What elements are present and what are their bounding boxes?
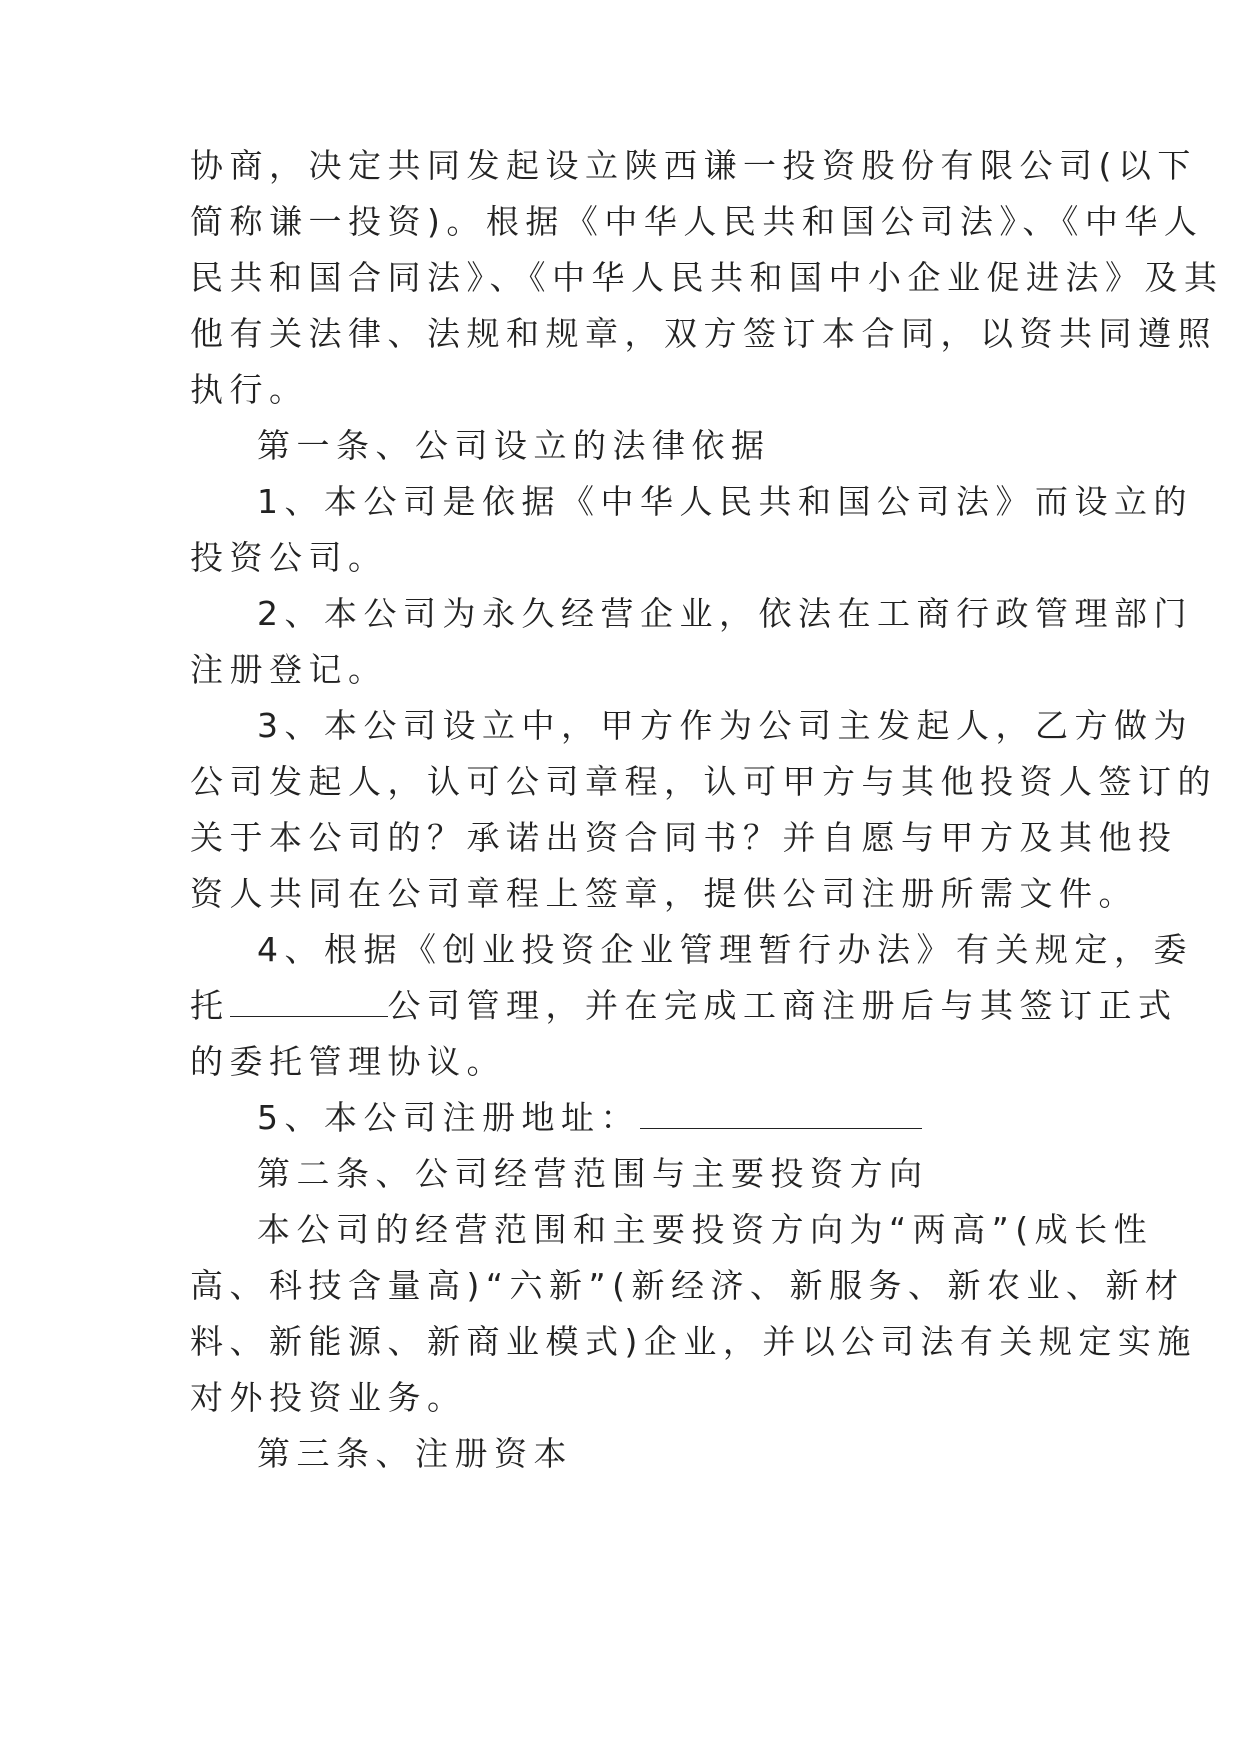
- clause-2-line: 注册登记。: [190, 650, 388, 689]
- article-2-line: 对外投资业务。: [190, 1378, 467, 1417]
- registered-address-label: 5、本公司注册地址：: [257, 1098, 640, 1137]
- clause-3-line: 资人共同在公司章程上签章，提供公司注册所需文件。: [190, 874, 1138, 913]
- clause-5-line: [257, 1088, 1127, 1148]
- article-2-line: 料、新能源、新商业模式)企业，并以公司法有关规定实施: [190, 1322, 1197, 1361]
- clause-1-line: 1、本公司是依据《中华人民共和国公司法》而设立的: [257, 482, 1193, 521]
- clause-4-text-before: 托: [190, 986, 230, 1025]
- text-line: 民共和国合同法》、《中华人民共和国中小企业促进法》及其: [190, 258, 1224, 297]
- manager-company-blank: [230, 980, 388, 1017]
- article-3-heading: 第三条、注册资本: [257, 1434, 573, 1473]
- article-2-line: 高、科技含量高)“六新”(新经济、新服务、新农业、新材: [190, 1266, 1185, 1305]
- text-line: 他有关法律、法规和规章，双方签订本合同，以资共同遵照: [190, 314, 1217, 353]
- article-1-heading: 第一条、公司设立的法律依据: [257, 426, 771, 465]
- clause-4-line: [190, 976, 1178, 1036]
- article-2-heading: 第二条、公司经营范围与主要投资方向: [257, 1154, 929, 1193]
- text-line: 执行。: [190, 370, 309, 409]
- clause-4-line: 4、根据《创业投资企业管理暂行办法》有关规定，委: [257, 930, 1193, 969]
- clause-4-text-after: 公司管理，并在完成工商注册后与其签订正式: [387, 986, 1178, 1025]
- clause-4-line: 的委托管理协议。: [190, 1042, 506, 1081]
- clause-3-line: 关于本公司的？承诺出资合同书？并自愿与甲方及其他投: [190, 818, 1178, 857]
- text-line: 协商，决定共同发起设立陕西谦一投资股份有限公司(以下: [190, 146, 1197, 185]
- clause-3-line: 公司发起人，认可公司章程，认可甲方与其他投资人签订的: [190, 762, 1217, 801]
- registered-address-blank: [640, 1092, 922, 1129]
- clause-3-line: 3、本公司设立中，甲方作为公司主发起人，乙方做为: [257, 706, 1193, 745]
- clause-1-line: 投资公司。: [190, 538, 388, 577]
- clause-2-line: 2、本公司为永久经营企业，依法在工商行政管理部门: [257, 594, 1193, 633]
- article-2-line: 本公司的经营范围和主要投资方向为“两高”(成长性: [257, 1210, 1154, 1249]
- text-line: 简称谦一投资)。根据《中华人民共和国公司法》、《中华人: [190, 202, 1204, 241]
